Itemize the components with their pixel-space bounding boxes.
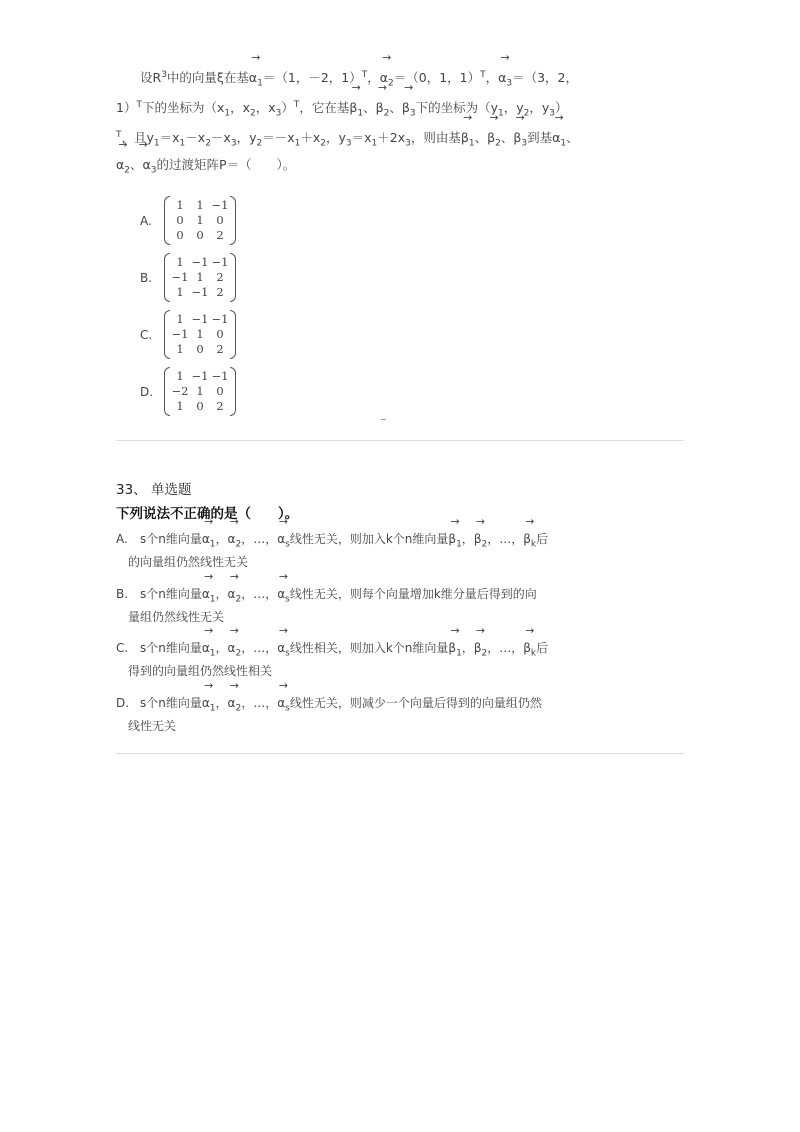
option-row: 的向量组仍然线性无关 <box>128 555 249 569</box>
text: ，它在基 <box>299 100 350 116</box>
text: T <box>116 130 122 140</box>
text: 2 <box>256 138 263 149</box>
matrix: 1 −1 −1 −2 1 0 1 0 2 <box>164 367 236 416</box>
text: 3 <box>549 108 556 119</box>
vector-beta: → $\beta_2$ <box>487 123 501 159</box>
text: 、 <box>500 130 514 146</box>
option-row: 量组仍然线性无关 <box>128 610 225 624</box>
vector-alpha: → $\alpha_1$ <box>552 123 566 159</box>
vector-beta: → $\beta_2$ <box>474 527 487 556</box>
question-32-stem <box>116 60 579 180</box>
vector-alpha: → $\alpha_1$ <box>202 636 216 665</box>
vector-alpha: → $\alpha_2$ <box>116 150 130 186</box>
text: 下的坐标为（x <box>141 100 225 116</box>
text: T <box>361 70 368 80</box>
option-a[interactable] <box>140 192 236 249</box>
vector-alpha: → $\alpha_3$ <box>498 63 512 99</box>
text: 的过渡矩阵P＝（ ）。 <box>156 157 296 172</box>
text: T <box>136 100 142 110</box>
matrix: 1 1 −1 0 1 0 0 0 2 <box>164 196 236 245</box>
text: ＝（1，－2，1） <box>262 70 362 86</box>
text: ，且y <box>121 130 154 146</box>
text: 1） <box>116 100 137 116</box>
text: ＝－x <box>262 130 295 146</box>
text: ，y <box>325 130 346 146</box>
option-row: 线性无关 <box>128 719 177 733</box>
vector-alpha: → $\alpha_1$ <box>202 582 216 611</box>
vector-beta: → $\beta_3$ <box>402 93 416 129</box>
option-row: 得到的向量组仍然线性相关 <box>128 664 273 678</box>
text: －x <box>185 130 206 146</box>
option-c[interactable] <box>140 306 236 363</box>
vector-beta: → $\beta_k$ <box>523 636 536 665</box>
text: 2 <box>523 108 530 119</box>
text: ，y <box>503 100 524 116</box>
vector-alpha: → $\alpha_2$ <box>228 636 242 665</box>
option-c[interactable] <box>116 636 556 682</box>
vector-alpha: → $\alpha_s$ <box>277 636 290 665</box>
option-letter: D. <box>140 384 154 399</box>
vector-alpha: → $\alpha_s$ <box>277 527 290 556</box>
vector-beta: → $\beta_1$ <box>448 636 461 665</box>
text: 、 <box>474 130 488 146</box>
option-b[interactable] <box>116 582 556 628</box>
text: 1 <box>224 108 231 119</box>
q32-line-3 <box>116 120 579 150</box>
text: 1 <box>294 138 301 149</box>
text: ，y <box>236 130 257 146</box>
text: 3 <box>405 138 411 149</box>
q32-line-1 <box>116 60 579 90</box>
option-letter: C. <box>140 327 153 342</box>
question-33-stem: 下列说法不正确的是（ ）。 <box>116 506 299 522</box>
option-a[interactable] <box>116 527 556 573</box>
vector-alpha: → $\alpha_s$ <box>277 582 290 611</box>
vector-alpha: → $\alpha_1$ <box>202 691 216 720</box>
text: －x <box>210 130 231 146</box>
text: 1 <box>498 108 504 119</box>
option-letter: B. <box>116 587 129 601</box>
text: ， <box>367 70 380 86</box>
vector-alpha: → $\alpha_1$ <box>249 63 263 99</box>
text: ） <box>555 100 568 116</box>
vector-alpha: → $\alpha_s$ <box>277 691 290 720</box>
text: ） <box>281 100 294 116</box>
vector-alpha: → 、$\alpha_3$ <box>130 150 156 186</box>
vector-beta: → $\beta_2$ <box>474 636 487 665</box>
text: ＝x <box>159 130 180 146</box>
option-d[interactable] <box>140 363 236 420</box>
text: 、 <box>363 100 376 116</box>
text: 1 <box>153 138 160 149</box>
text: 3 <box>230 138 237 149</box>
text: ＝x <box>351 130 372 146</box>
vector-alpha: → $\alpha_2$ <box>228 582 242 611</box>
text: ，x <box>255 100 276 116</box>
tiny-mark <box>381 419 386 420</box>
option-letter: A. <box>116 532 128 546</box>
text: 3 <box>345 138 352 149</box>
text: ＝（3，2， <box>512 70 579 86</box>
vector-beta: → $\beta_1$ <box>349 93 363 129</box>
option-letter: D. <box>116 696 130 710</box>
vector-beta: → $\beta_k$ <box>523 527 536 556</box>
text: T <box>480 70 486 80</box>
vector-alpha: → $\alpha_2$ <box>380 63 394 99</box>
divider <box>116 753 684 754</box>
text: 3 <box>161 70 167 80</box>
option-row: C. s个n维向量→ $\alpha_1$，→ $\alpha_2$，…，→ $\alpha_s$线性相关，则加入k个n维向量→ $\beta_1$，→ $\beta_2$，…，→ $\beta_k$后 <box>116 636 556 660</box>
vector-alpha: → $\alpha_2$ <box>228 527 242 556</box>
text: ，则由基 <box>410 130 461 146</box>
option-row: A. s个n维向量→ $\alpha_1$，→ $\alpha_2$，…，→ $\alpha_s$线性无关，则加入k个n维向量→ $\beta_1$，→ $\beta_2$，…，→ $\beta_k$后 <box>116 527 556 551</box>
text: 1 <box>371 138 378 149</box>
text: 、 <box>566 130 579 146</box>
text: 2 <box>320 138 326 149</box>
vector-beta: → $\beta_3$ <box>513 123 527 159</box>
text: 、 <box>389 100 402 116</box>
text: 下的坐标为（y <box>415 100 498 116</box>
option-letter: B. <box>140 270 153 285</box>
option-row: D. s个n维向量→ $\alpha_1$，→ $\alpha_2$，…，→ $\alpha_s$线性无关，则减少一个向量后得到的向量组仍然 <box>116 691 556 715</box>
text: 设R <box>140 70 162 86</box>
vector-alpha: → $\alpha_2$ <box>228 691 242 720</box>
option-d[interactable] <box>116 691 556 737</box>
vector-alpha: → $\alpha_1$ <box>202 527 216 556</box>
text: ＋x <box>300 130 321 146</box>
text: 3 <box>275 108 282 119</box>
text: T <box>293 100 300 110</box>
text: 1 <box>179 138 186 149</box>
text: ， <box>485 70 499 86</box>
option-row: B. s个n维向量→ $\alpha_1$，→ $\alpha_2$，…，→ $\alpha_s$线性无关，则每个向量增加k维分量后得到的向 <box>116 582 556 606</box>
text: 到基 <box>527 130 553 146</box>
vector-beta: → $\beta_1$ <box>461 123 475 159</box>
text: 2 <box>205 138 211 149</box>
text: ＝（0，1，1） <box>393 70 481 86</box>
q32-line-4 <box>116 150 566 180</box>
text: ，y <box>529 100 550 116</box>
matrix: 1 −1 −1 −1 1 2 1 −1 2 <box>164 253 236 302</box>
text: ＋2x <box>377 130 406 146</box>
option-b[interactable] <box>140 249 236 306</box>
vector-beta: → $\beta_1$ <box>448 527 461 556</box>
question-33-header: 33、 单选题 <box>116 482 192 498</box>
text: 中的向量ξ在基 <box>166 70 249 86</box>
vector-beta: → $\beta_2$ <box>376 93 390 129</box>
option-letter: C. <box>116 641 129 655</box>
matrix: 1 −1 −1 −1 1 0 1 0 2 <box>164 310 236 359</box>
option-letter: A. <box>140 213 152 228</box>
text: ，x <box>230 100 250 116</box>
text: 2 <box>250 108 256 119</box>
question-32-options <box>140 192 236 420</box>
divider <box>116 440 684 441</box>
